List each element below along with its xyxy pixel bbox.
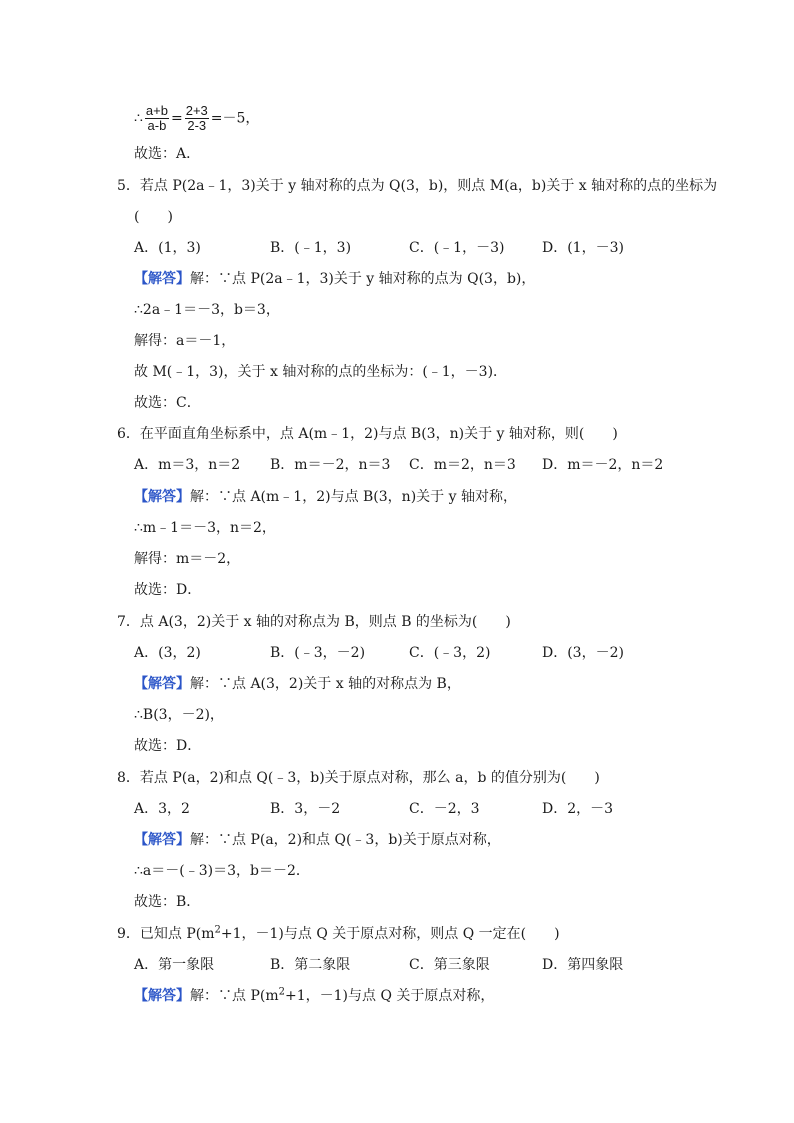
solution-line: 【解答】解：∵点 A(m﹣1，2)与点 B(3，n)关于 y 轴对称， [134,489,517,505]
question-6-options [134,455,694,475]
option-a: A．3，2 [134,801,190,817]
solution-line: 【解答】解：∵点 A(3，2)关于 x 轴的对称点为 B， [134,676,461,692]
fraction-1: $\frac{a+b}{a-b}$ [145,103,168,133]
option-c: C．(﹣3，2) [409,645,491,661]
solution-tag: 【解答】 [134,988,190,1004]
answer-line: 故选：B． [134,894,201,910]
option-c: C．第三象限 [409,957,490,973]
option-c: C．－2，3 [409,801,480,817]
option-a: A．第一象限 [134,957,215,973]
solution-line: ∴B(3，－2)， [134,707,224,723]
option-b: B．第二象限 [270,957,351,973]
option-d: D．(3，－2) [542,645,624,661]
solution-line: 解得：m＝－2， [134,551,241,567]
answer-line: 故选：D． [134,738,202,754]
solution-line: ∴2a﹣1＝－3，b＝3， [134,302,280,318]
answer-line: 故选：A． [134,146,201,162]
solution-line: 解得：a＝－1， [134,333,236,349]
answer-line: 故选：C． [134,395,201,411]
question-5-stem: 5．若点 P(2a﹣1，3)关于 y 轴对称的点为 Q(3，b)，则点 M(a，b)关于 x 轴对称的点的坐标为 [117,178,718,194]
option-b: B．(﹣1，3) [270,240,352,256]
option-d: D．m＝－2，n＝2 [542,457,664,473]
option-a: A．(3，2) [134,645,201,661]
fraction-2: $\frac{2+3}{2-3}$ [185,103,208,133]
solution-line: 【解答】解：∵点 P(a，2)和点 Q(﹣3，b)关于原点对称， [134,832,501,848]
fraction-line: ∴ $\frac{a+b}{a-b}$ = $\frac{2+3}{2-3}$ =－5， [134,103,260,133]
question-8-stem: 8．若点 P(a，2)和点 Q(﹣3，b)关于原点对称，那么 a，b 的值分别为( ) [117,770,600,786]
question-5-stem-cont: ( ) [134,209,173,225]
option-c: C．(﹣1，－3) [409,240,505,256]
question-7-stem: 7．点 A(3，2)关于 x 轴的对称点为 B，则点 B 的坐标为( ) [117,614,511,630]
solution-tag: 【解答】 [134,676,190,692]
option-d: D．(1，－3) [542,240,624,256]
option-b: B．(﹣3，－2) [270,645,366,661]
question-9-stem: 9．已知点 $P(m^2+1$，－1)与点 Q 关于原点对称，则点 Q 一定在( ) [117,924,560,942]
answer-line: 故选：D． [134,582,202,598]
question-7-options [134,643,694,663]
solution-tag: 【解答】 [134,489,190,505]
solution-line: ∴a＝－(﹣3)＝3，b＝－2． [134,863,310,879]
question-6-stem: 6．在平面直角坐标系中，点 A(m﹣1，2)与点 B(3，n)关于 y 轴对称，则( ) [117,426,618,442]
option-a: A．(1，3) [134,240,201,256]
solution-line: ∴m﹣1＝－3，n＝2， [134,520,276,536]
option-c: C．m＝2，n＝3 [409,457,516,473]
solution-line: 【解答】解：∵点 P(2a﹣1，3)关于 y 轴对称的点为 Q(3，b)， [134,271,536,287]
option-b: B．3，－2 [270,801,341,817]
solution-tag: 【解答】 [134,832,190,848]
question-9-options [134,955,694,975]
option-a: A．m＝3，n＝2 [134,457,241,473]
question-8-options [134,799,694,819]
option-d: D．第四象限 [542,957,624,973]
therefore-symbol: ∴ [134,110,143,127]
solution-line: 【解答】解：∵点 $P(m^2+1$，－1)与点 Q 关于原点对称， [134,986,495,1004]
option-b: B．m＝－2，n＝3 [270,457,391,473]
option-d: D．2，－3 [542,801,614,817]
solution-line: 故 M(﹣1，3)，关于 x 轴对称的点的坐标为：(﹣1，－3)． [134,364,508,380]
solution-tag: 【解答】 [134,271,190,287]
question-5-options [134,238,694,258]
